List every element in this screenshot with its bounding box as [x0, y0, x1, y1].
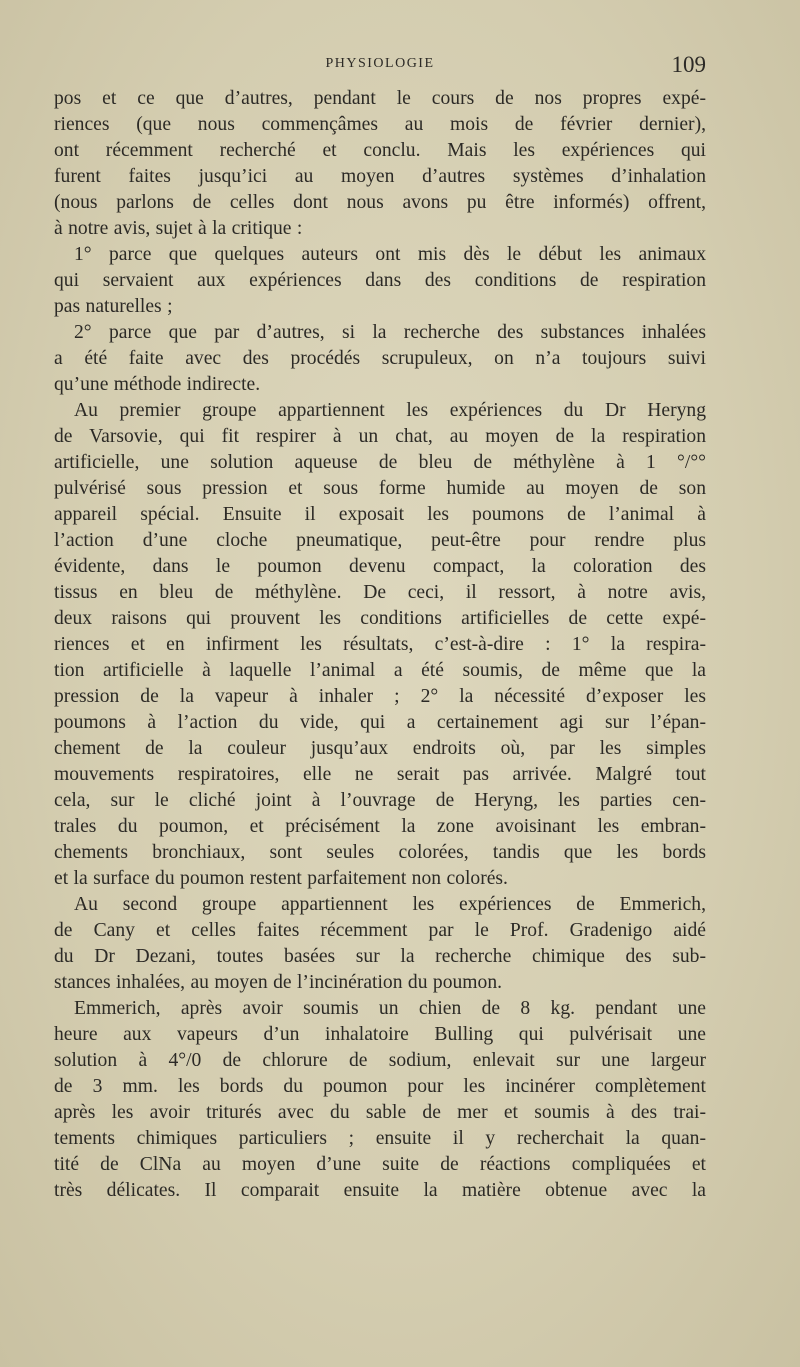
text-line: trales du poumon, et précisément la zone avoisinant les embran-	[54, 816, 706, 837]
text-line: a été faite avec des procédés scrupuleux, on n’a toujours suivi	[54, 348, 706, 369]
text-line: stances inhalées, au moyen de l’incinération du poumon.	[54, 972, 503, 993]
text-line: deux raisons qui prouvent les conditions artificielles de cette expé-	[54, 608, 706, 629]
text-line: riences et en infirment les résultats, c’est-à-dire : 1° la respira-	[54, 634, 706, 655]
text-line: furent faites jusqu’ici au moyen d’autres systèmes d’inhalation	[54, 166, 706, 187]
text-line: pos et ce que d’autres, pendant le cours de nos propres expé-	[54, 88, 706, 109]
running-head: PHYSIOLOGIE	[325, 56, 435, 71]
text-line: 1° parce que quelques auteurs ont mis dès le début les animaux	[74, 244, 706, 265]
text-line: mouvements respiratoires, elle ne serait pas arrivée. Malgré tout	[54, 764, 706, 785]
body-text	[54, 86, 706, 1204]
text-line: solution à 4°/0 de chlorure de sodium, enlevait sur une largeur	[54, 1050, 706, 1071]
text-line: de 3 mm. les bords du poumon pour les incinérer complètement	[54, 1076, 706, 1097]
text-line: 2° parce que par d’autres, si la recherche des substances inhalées	[74, 322, 706, 343]
text-line: artificielle, une solution aqueuse de bleu de méthylène à 1 °/°°	[54, 452, 706, 473]
text-line: à notre avis, sujet à la critique :	[54, 218, 303, 239]
text-line: pulvérisé sous pression et sous forme humide au moyen de son	[54, 478, 706, 499]
text-line: Au premier groupe appartiennent les expériences du Dr Heryng	[74, 400, 706, 421]
text-line: riences (que nous commençâmes au mois de février dernier),	[54, 114, 706, 135]
page-number: 109	[671, 52, 706, 77]
text-line: appareil spécial. Ensuite il exposait les poumons de l’animal à	[54, 504, 706, 525]
text-line: évidente, dans le poumon devenu compact, la coloration des	[54, 556, 706, 577]
text-line: poumons à l’action du vide, qui a certainement agi sur l’épan-	[54, 712, 706, 733]
text-line: chements bronchiaux, sont seules colorées, tandis que les bords	[54, 842, 706, 863]
text-line: tité de ClNa au moyen d’une suite de réactions compliquées et	[54, 1154, 706, 1175]
text-line: qu’une méthode indirecte.	[54, 374, 261, 395]
page-header	[54, 52, 706, 82]
text-line: de Cany et celles faites récemment par le Prof. Gradenigo aidé	[54, 920, 706, 941]
text-line: pression de la vapeur à inhaler ; 2° la nécessité d’exposer les	[54, 686, 706, 707]
text-line: tissus en bleu de méthylène. De ceci, il ressort, à notre avis,	[54, 582, 706, 603]
text-line: et la surface du poumon restent parfaitement non colorés.	[54, 868, 508, 889]
text-line: chement de la couleur jusqu’aux endroits où, par les simples	[54, 738, 706, 759]
text-line: tements chimiques particuliers ; ensuite il y recherchait la quan-	[54, 1128, 706, 1149]
text-line: heure aux vapeurs d’un inhalatoire Bulling qui pulvérisait une	[54, 1024, 706, 1045]
text-line: (nous parlons de celles dont nous avons pu être informés) offrent,	[54, 192, 706, 213]
text-line: très délicates. Il comparait ensuite la matière obtenue avec la	[54, 1180, 706, 1201]
text-line: l’action d’une cloche pneumatique, peut-être pour rendre plus	[54, 530, 706, 551]
text-line: ont récemment recherché et conclu. Mais les expériences qui	[54, 140, 706, 161]
text-line: après les avoir triturés avec du sable de mer et soumis à des trai-	[54, 1102, 706, 1123]
text-line: qui servaient aux expériences dans des conditions de respiration	[54, 270, 706, 291]
text-line: de Varsovie, qui fit respirer à un chat, au moyen de la respiration	[54, 426, 706, 447]
text-line: du Dr Dezani, toutes basées sur la recherche chimique des sub-	[54, 946, 706, 967]
text-line: pas naturelles ;	[54, 296, 173, 317]
text-line: tion artificielle à laquelle l’animal a été soumis, de même que la	[54, 660, 706, 681]
text-line: Au second groupe appartiennent les expériences de Emmerich,	[74, 894, 706, 915]
text-line: cela, sur le cliché joint à l’ouvrage de Heryng, les parties cen-	[54, 790, 706, 811]
text-line: Emmerich, après avoir soumis un chien de 8 kg. pendant une	[74, 998, 706, 1019]
